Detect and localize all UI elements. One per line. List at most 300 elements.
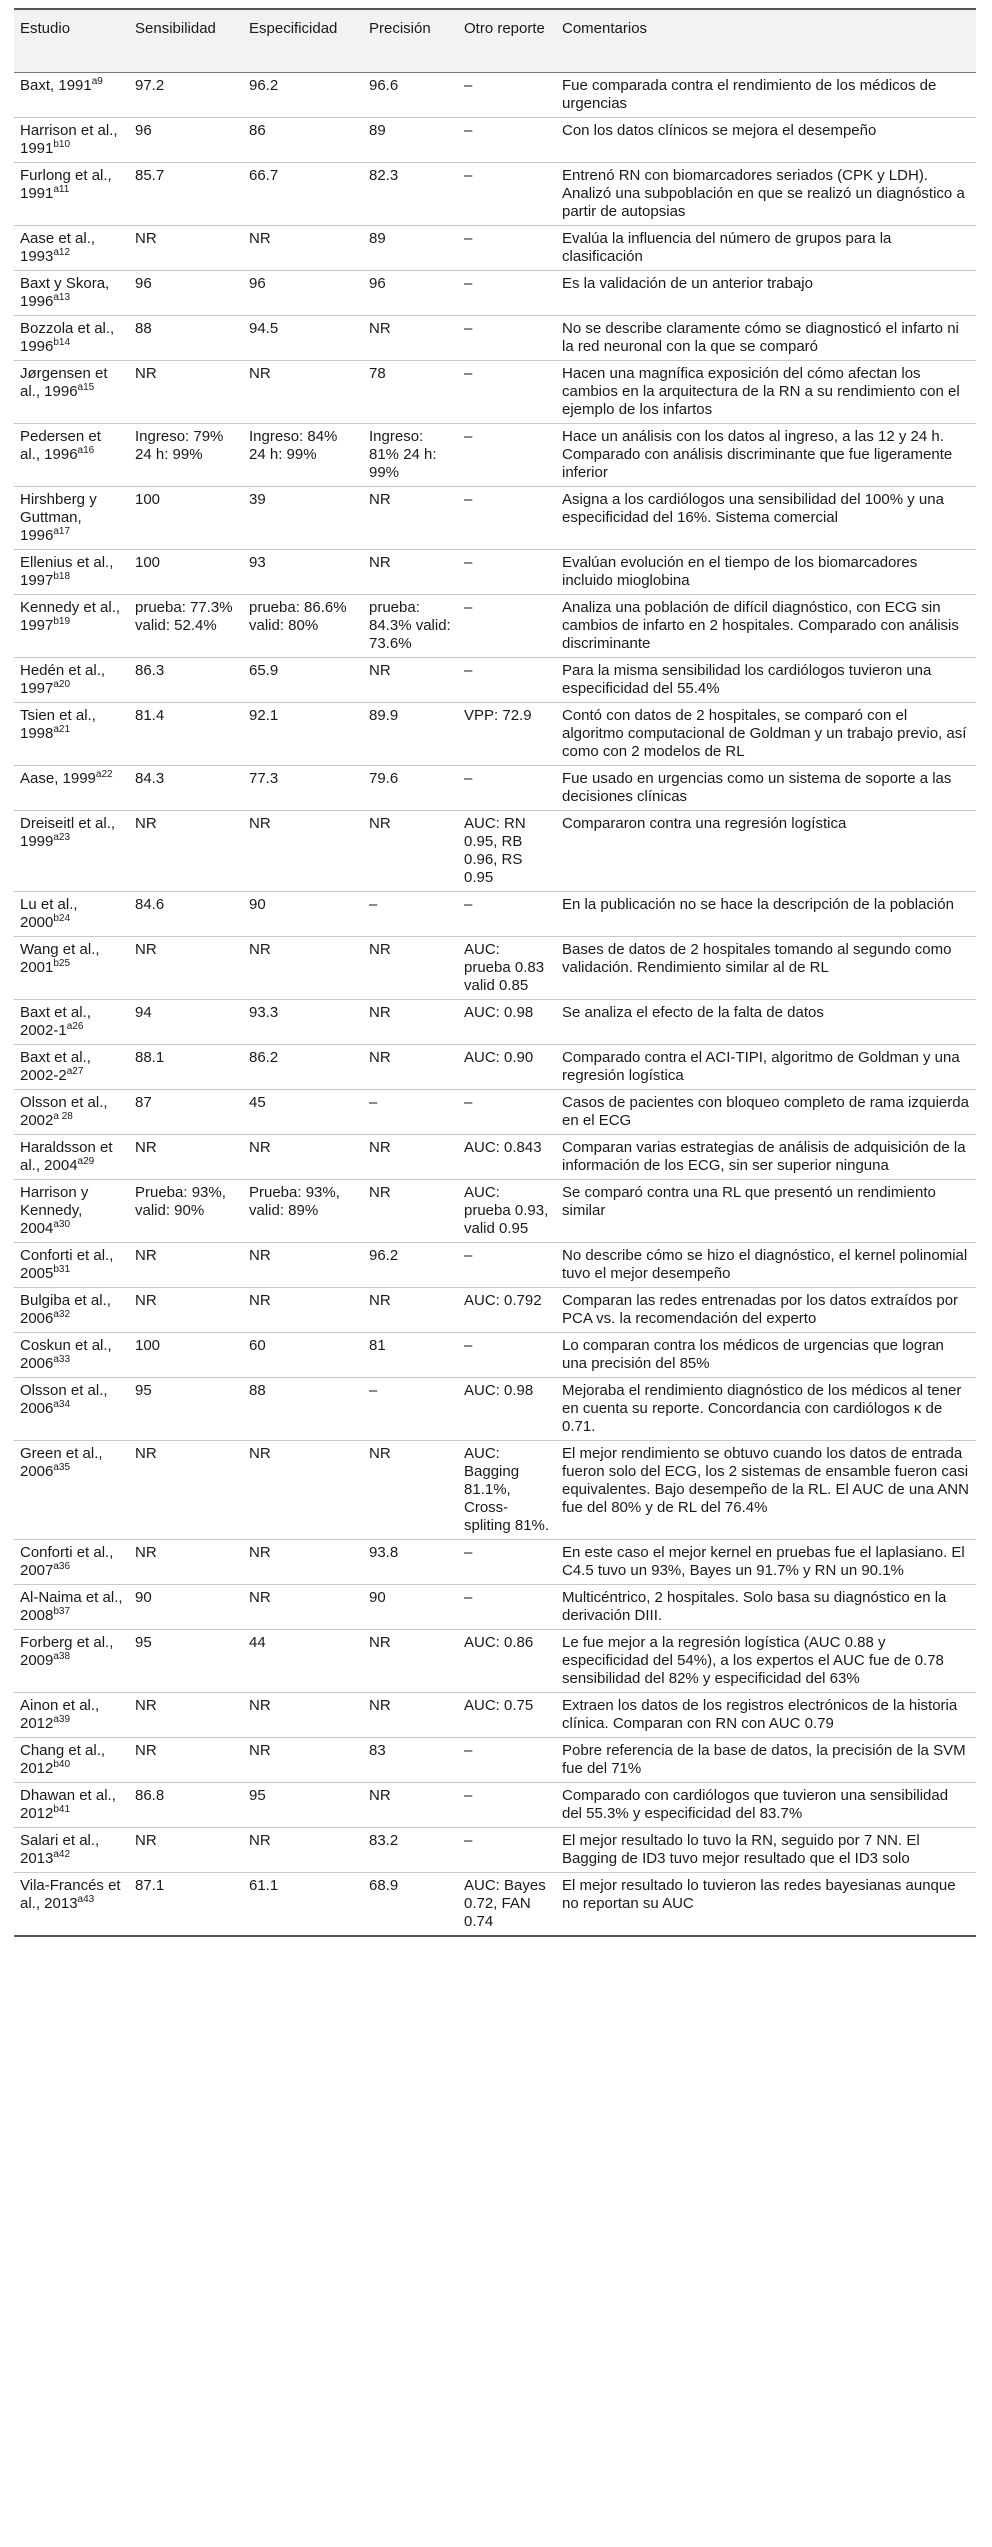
cell-precision: NR bbox=[363, 1630, 458, 1693]
cell-otro-reporte: – bbox=[458, 163, 556, 226]
cell-comentarios: Entrenó RN con biomarcadores seriados (CPK y LDH). Analizó una subpoblación en que se realizó un diagnóstico a partir de autopsias bbox=[556, 163, 976, 226]
cell-sensibilidad: 97.2 bbox=[129, 73, 243, 118]
table-row bbox=[14, 892, 976, 937]
cell-comentarios: Comparan las redes entrenadas por los datos extraídos por PCA vs. la recomendación del experto bbox=[556, 1288, 976, 1333]
study-name: Tsien et al., 1998 bbox=[20, 707, 96, 742]
cell-especificidad: NR bbox=[243, 1288, 363, 1333]
cell-comentarios: Compararon contra una regresión logística bbox=[556, 811, 976, 892]
cell-especificidad: 65.9 bbox=[243, 658, 363, 703]
cell-comentarios: Le fue mejor a la regresión logística (AUC 0.88 y especificidad del 54%), a los expertos el AUC fue de 0.78 sensibilidad del 82% y especificidad del 63% bbox=[556, 1630, 976, 1693]
cell-especificidad: NR bbox=[243, 1828, 363, 1873]
study-name: Kennedy et al., 1997 bbox=[20, 599, 121, 634]
study-reference: a26 bbox=[66, 1021, 84, 1032]
table-row bbox=[14, 703, 976, 766]
cell-precision: Ingreso: 81% 24 h: 99% bbox=[363, 424, 458, 487]
study-reference: b37 bbox=[53, 1606, 71, 1617]
cell-precision: 96.2 bbox=[363, 1243, 458, 1288]
cell-especificidad: 96 bbox=[243, 271, 363, 316]
study-reference: a34 bbox=[53, 1399, 71, 1410]
cell-especificidad: Prueba: 93%, valid: 89% bbox=[243, 1180, 363, 1243]
cell-sensibilidad: 96 bbox=[129, 271, 243, 316]
study-name: Salari et al., 2013 bbox=[20, 1832, 100, 1867]
study-name: Baxt y Skora, 1996 bbox=[20, 275, 110, 310]
cell-especificidad: 66.7 bbox=[243, 163, 363, 226]
cell-especificidad: NR bbox=[243, 1738, 363, 1783]
cell-estudio bbox=[14, 1585, 129, 1630]
cell-comentarios: Contó con datos de 2 hospitales, se comparó con el algoritmo computacional de Goldman y un trabajo previo, así como con 2 modelos de RL bbox=[556, 703, 976, 766]
cell-estudio bbox=[14, 892, 129, 937]
cell-precision: 81 bbox=[363, 1333, 458, 1378]
table-row bbox=[14, 1333, 976, 1378]
cell-otro-reporte: – bbox=[458, 424, 556, 487]
header-comentarios: Comentarios bbox=[556, 9, 976, 73]
table-row bbox=[14, 487, 976, 550]
cell-precision: NR bbox=[363, 811, 458, 892]
cell-estudio bbox=[14, 226, 129, 271]
cell-precision: 79.6 bbox=[363, 766, 458, 811]
cell-especificidad: NR bbox=[243, 1135, 363, 1180]
study-name: Furlong et al., 1991 bbox=[20, 167, 112, 202]
study-name: Jørgensen et al., 1996 bbox=[20, 365, 108, 400]
header-precision: Precisión bbox=[363, 9, 458, 73]
cell-precision: 89.9 bbox=[363, 703, 458, 766]
cell-estudio bbox=[14, 1828, 129, 1873]
study-name: Hirshberg y Guttman, 1996 bbox=[20, 491, 97, 544]
cell-comentarios: El mejor resultado lo tuvo la RN, seguido por 7 NN. El Bagging de ID3 tuvo mejor resultado que el ID3 solo bbox=[556, 1828, 976, 1873]
study-name: Bulgiba et al., 2006 bbox=[20, 1292, 111, 1327]
cell-estudio bbox=[14, 1135, 129, 1180]
cell-estudio bbox=[14, 1333, 129, 1378]
cell-otro-reporte: – bbox=[458, 271, 556, 316]
study-reference: a 28 bbox=[53, 1111, 73, 1122]
cell-comentarios: Comparado con cardiólogos que tuvieron una sensibilidad del 55.3% y especificidad del 83.7% bbox=[556, 1783, 976, 1828]
cell-sensibilidad: 96 bbox=[129, 118, 243, 163]
cell-especificidad: NR bbox=[243, 1540, 363, 1585]
table-row bbox=[14, 595, 976, 658]
cell-otro-reporte: – bbox=[458, 766, 556, 811]
study-name: Vila-Francés et al., 2013 bbox=[20, 1877, 121, 1912]
study-reference: a22 bbox=[95, 769, 113, 780]
study-reference: a16 bbox=[77, 445, 95, 456]
cell-estudio bbox=[14, 424, 129, 487]
cell-precision: NR bbox=[363, 1783, 458, 1828]
cell-especificidad: 92.1 bbox=[243, 703, 363, 766]
study-name: Haraldsson et al., 2004 bbox=[20, 1139, 113, 1174]
cell-especificidad: 86.2 bbox=[243, 1045, 363, 1090]
cell-comentarios: Evalúan evolución en el tiempo de los biomarcadores incluido mioglobina bbox=[556, 550, 976, 595]
cell-comentarios: Casos de pacientes con bloqueo completo de rama izquierda en el ECG bbox=[556, 1090, 976, 1135]
cell-otro-reporte: – bbox=[458, 361, 556, 424]
study-name: Dhawan et al., 2012 bbox=[20, 1787, 116, 1822]
cell-comentarios: Pobre referencia de la base de datos, la precisión de la SVM fue del 71% bbox=[556, 1738, 976, 1783]
results-table-container bbox=[14, 8, 976, 1937]
cell-comentarios: El mejor resultado lo tuvieron las redes bayesianas aunque no reportan su AUC bbox=[556, 1873, 976, 1937]
cell-comentarios: Hace un análisis con los datos al ingreso, a las 12 y 24 h. Comparado con análisis discriminante que fue ligeramente inferior bbox=[556, 424, 976, 487]
cell-precision: NR bbox=[363, 1693, 458, 1738]
cell-sensibilidad: NR bbox=[129, 226, 243, 271]
study-name: Forberg et al., 2009 bbox=[20, 1634, 114, 1669]
cell-sensibilidad: NR bbox=[129, 811, 243, 892]
study-reference: b24 bbox=[53, 913, 71, 924]
cell-precision: 90 bbox=[363, 1585, 458, 1630]
cell-especificidad: 93.3 bbox=[243, 1000, 363, 1045]
cell-estudio bbox=[14, 550, 129, 595]
study-reference: a42 bbox=[53, 1849, 71, 1860]
cell-otro-reporte: – bbox=[458, 316, 556, 361]
study-reference: a27 bbox=[66, 1066, 84, 1077]
study-reference: b41 bbox=[53, 1804, 71, 1815]
cell-precision: 96.6 bbox=[363, 73, 458, 118]
cell-otro-reporte: AUC: 0.90 bbox=[458, 1045, 556, 1090]
cell-especificidad: NR bbox=[243, 1693, 363, 1738]
cell-sensibilidad: 100 bbox=[129, 487, 243, 550]
table-row bbox=[14, 163, 976, 226]
cell-estudio bbox=[14, 361, 129, 424]
table-row bbox=[14, 811, 976, 892]
cell-estudio bbox=[14, 1441, 129, 1540]
cell-precision: 83 bbox=[363, 1738, 458, 1783]
cell-especificidad: 96.2 bbox=[243, 73, 363, 118]
study-reference: b18 bbox=[53, 571, 71, 582]
cell-sensibilidad: 84.6 bbox=[129, 892, 243, 937]
cell-precision: NR bbox=[363, 1045, 458, 1090]
study-name: Ellenius et al., 1997 bbox=[20, 554, 114, 589]
table-row bbox=[14, 316, 976, 361]
cell-precision: 82.3 bbox=[363, 163, 458, 226]
cell-sensibilidad: NR bbox=[129, 1441, 243, 1540]
cell-otro-reporte: – bbox=[458, 1585, 556, 1630]
study-name: Coskun et al., 2006 bbox=[20, 1337, 112, 1372]
cell-sensibilidad: NR bbox=[129, 361, 243, 424]
cell-estudio bbox=[14, 163, 129, 226]
cell-precision: NR bbox=[363, 1135, 458, 1180]
cell-otro-reporte: AUC: 0.843 bbox=[458, 1135, 556, 1180]
cell-sensibilidad: NR bbox=[129, 1828, 243, 1873]
cell-especificidad: 95 bbox=[243, 1783, 363, 1828]
cell-otro-reporte: – bbox=[458, 1540, 556, 1585]
results-table bbox=[14, 8, 976, 1937]
cell-precision: NR bbox=[363, 316, 458, 361]
table-row bbox=[14, 424, 976, 487]
cell-comentarios: Fue usado en urgencias como un sistema de soporte a las decisiones clínicas bbox=[556, 766, 976, 811]
cell-sensibilidad: 95 bbox=[129, 1630, 243, 1693]
cell-otro-reporte: – bbox=[458, 1738, 556, 1783]
cell-precision: – bbox=[363, 1090, 458, 1135]
cell-otro-reporte: – bbox=[458, 595, 556, 658]
cell-sensibilidad: 86.3 bbox=[129, 658, 243, 703]
study-reference: a13 bbox=[53, 292, 71, 303]
table-row bbox=[14, 271, 976, 316]
cell-estudio bbox=[14, 1243, 129, 1288]
study-name: Green et al., 2006 bbox=[20, 1445, 103, 1480]
cell-especificidad: 93 bbox=[243, 550, 363, 595]
study-reference: a29 bbox=[77, 1156, 95, 1167]
cell-estudio bbox=[14, 1090, 129, 1135]
cell-comentarios: No describe cómo se hizo el diagnóstico, el kernel polinomial tuvo el mejor desempeño bbox=[556, 1243, 976, 1288]
cell-especificidad: 86 bbox=[243, 118, 363, 163]
cell-otro-reporte: – bbox=[458, 550, 556, 595]
cell-comentarios: Lo comparan contra los médicos de urgencias que logran una precisión del 85% bbox=[556, 1333, 976, 1378]
study-name: Pedersen et al., 1996 bbox=[20, 428, 101, 463]
table-row bbox=[14, 1180, 976, 1243]
table-row bbox=[14, 937, 976, 1000]
cell-comentarios: Bases de datos de 2 hospitales tomando al segundo como validación. Rendimiento similar al de RL bbox=[556, 937, 976, 1000]
cell-especificidad: 90 bbox=[243, 892, 363, 937]
study-name: Olsson et al., 2006 bbox=[20, 1382, 108, 1417]
cell-comentarios: Fue comparada contra el rendimiento de los médicos de urgencias bbox=[556, 73, 976, 118]
cell-especificidad: 77.3 bbox=[243, 766, 363, 811]
cell-precision: 89 bbox=[363, 226, 458, 271]
cell-comentarios: Comparan varias estrategias de análisis de adquisición de la información de los ECG, sin ser superior ninguna bbox=[556, 1135, 976, 1180]
cell-especificidad: NR bbox=[243, 361, 363, 424]
cell-comentarios: El mejor rendimiento se obtuvo cuando los datos de entrada fueron solo del ECG, los 2 sistemas de ensamble fueron casi equivalentes. Bajo desempeño de la RL. El AUC de una ANN fue del 80% y de RL del 76.4% bbox=[556, 1441, 976, 1540]
table-row bbox=[14, 550, 976, 595]
cell-comentarios: Es la validación de un anterior trabajo bbox=[556, 271, 976, 316]
cell-comentarios: Comparado contra el ACI-TIPI, algoritmo de Goldman y una regresión logística bbox=[556, 1045, 976, 1090]
study-name: Conforti et al., 2007 bbox=[20, 1544, 114, 1579]
study-name: Aase et al., 1993 bbox=[20, 230, 96, 265]
cell-especificidad: 39 bbox=[243, 487, 363, 550]
cell-otro-reporte: – bbox=[458, 487, 556, 550]
cell-estudio bbox=[14, 316, 129, 361]
study-reference: a32 bbox=[53, 1309, 71, 1320]
cell-precision: NR bbox=[363, 1441, 458, 1540]
study-reference: a21 bbox=[53, 724, 71, 735]
cell-comentarios: No se describe claramente cómo se diagnosticó el infarto ni la red neuronal con la que se comparó bbox=[556, 316, 976, 361]
cell-estudio bbox=[14, 811, 129, 892]
cell-estudio bbox=[14, 937, 129, 1000]
cell-especificidad: 45 bbox=[243, 1090, 363, 1135]
cell-estudio bbox=[14, 1045, 129, 1090]
cell-estudio bbox=[14, 1000, 129, 1045]
cell-comentarios: Mejoraba el rendimiento diagnóstico de los médicos al tener en cuenta su reporte. Concordancia con cardiólogos κ de 0.71. bbox=[556, 1378, 976, 1441]
table-row bbox=[14, 1000, 976, 1045]
cell-comentarios: Analiza una población de difícil diagnóstico, con ECG sin cambios de infarto en 2 hospitales. Comparado con análisis discriminante bbox=[556, 595, 976, 658]
cell-comentarios: En la publicación no se hace la descripción de la población bbox=[556, 892, 976, 937]
table-body bbox=[14, 73, 976, 1937]
cell-comentarios: Hacen una magnífica exposición del cómo afectan los cambios en la arquitectura de la RN a su rendimiento con el ejemplo de los infartos bbox=[556, 361, 976, 424]
cell-otro-reporte: AUC: prueba 0.83 valid 0.85 bbox=[458, 937, 556, 1000]
cell-otro-reporte: AUC: RN 0.95, RB 0.96, RS 0.95 bbox=[458, 811, 556, 892]
header-row bbox=[14, 9, 976, 73]
cell-especificidad: Ingreso: 84% 24 h: 99% bbox=[243, 424, 363, 487]
cell-comentarios: Asigna a los cardiólogos una sensibilidad del 100% y una especificidad del 16%. Sistema comercial bbox=[556, 487, 976, 550]
cell-estudio bbox=[14, 1738, 129, 1783]
cell-precision: 89 bbox=[363, 118, 458, 163]
header-otro-reporte: Otro reporte bbox=[458, 9, 556, 73]
cell-precision: 93.8 bbox=[363, 1540, 458, 1585]
table-row bbox=[14, 1045, 976, 1090]
cell-otro-reporte: AUC: 0.86 bbox=[458, 1630, 556, 1693]
cell-especificidad: 44 bbox=[243, 1630, 363, 1693]
study-reference: a12 bbox=[53, 247, 71, 258]
cell-otro-reporte: AUC: 0.98 bbox=[458, 1000, 556, 1045]
cell-sensibilidad: NR bbox=[129, 937, 243, 1000]
cell-precision: NR bbox=[363, 1000, 458, 1045]
study-name: Chang et al., 2012 bbox=[20, 1742, 106, 1777]
cell-comentarios: Se comparó contra una RL que presentó un rendimiento similar bbox=[556, 1180, 976, 1243]
cell-estudio bbox=[14, 118, 129, 163]
study-reference: a43 bbox=[77, 1894, 95, 1905]
cell-sensibilidad: NR bbox=[129, 1540, 243, 1585]
cell-especificidad: NR bbox=[243, 937, 363, 1000]
study-name: Wang et al., 2001 bbox=[20, 941, 100, 976]
cell-estudio bbox=[14, 1378, 129, 1441]
table-row bbox=[14, 73, 976, 118]
cell-estudio bbox=[14, 595, 129, 658]
study-name: Baxt et al., 2002-2 bbox=[20, 1049, 91, 1084]
cell-sensibilidad: NR bbox=[129, 1135, 243, 1180]
study-name: Conforti et al., 2005 bbox=[20, 1247, 114, 1282]
cell-sensibilidad: 81.4 bbox=[129, 703, 243, 766]
cell-otro-reporte: – bbox=[458, 226, 556, 271]
cell-sensibilidad: 100 bbox=[129, 1333, 243, 1378]
study-reference: a36 bbox=[53, 1561, 71, 1572]
cell-estudio bbox=[14, 766, 129, 811]
cell-sensibilidad: NR bbox=[129, 1693, 243, 1738]
table-row bbox=[14, 1828, 976, 1873]
table-row bbox=[14, 1243, 976, 1288]
cell-especificidad: 61.1 bbox=[243, 1873, 363, 1937]
cell-estudio bbox=[14, 703, 129, 766]
cell-sensibilidad: NR bbox=[129, 1243, 243, 1288]
cell-especificidad: NR bbox=[243, 1243, 363, 1288]
header-sensibilidad: Sensibilidad bbox=[129, 9, 243, 73]
cell-precision: prueba: 84.3% valid: 73.6% bbox=[363, 595, 458, 658]
cell-precision: NR bbox=[363, 658, 458, 703]
cell-sensibilidad: NR bbox=[129, 1738, 243, 1783]
cell-sensibilidad: 94 bbox=[129, 1000, 243, 1045]
cell-otro-reporte: – bbox=[458, 892, 556, 937]
cell-comentarios: Para la misma sensibilidad los cardiólogos tuvieron una especificidad del 55.4% bbox=[556, 658, 976, 703]
study-reference: b19 bbox=[53, 616, 71, 627]
table-row bbox=[14, 1288, 976, 1333]
cell-estudio bbox=[14, 271, 129, 316]
cell-otro-reporte: AUC: Bayes 0.72, FAN 0.74 bbox=[458, 1873, 556, 1937]
study-reference: a38 bbox=[53, 1651, 71, 1662]
cell-especificidad: NR bbox=[243, 811, 363, 892]
cell-estudio bbox=[14, 1873, 129, 1937]
header-especificidad: Especificidad bbox=[243, 9, 363, 73]
study-reference: a35 bbox=[53, 1462, 71, 1473]
cell-sensibilidad: 88.1 bbox=[129, 1045, 243, 1090]
table-row bbox=[14, 1873, 976, 1937]
cell-estudio bbox=[14, 658, 129, 703]
study-name: Dreiseitl et al., 1999 bbox=[20, 815, 116, 850]
table-row bbox=[14, 1441, 976, 1540]
table-row bbox=[14, 1378, 976, 1441]
study-name: Lu et al., 2000 bbox=[20, 896, 78, 931]
cell-comentarios: Extraen los datos de los registros electrónicos de la historia clínica. Comparan con RN con AUC 0.79 bbox=[556, 1693, 976, 1738]
study-reference: a33 bbox=[53, 1354, 71, 1365]
cell-estudio bbox=[14, 1783, 129, 1828]
cell-sensibilidad: 95 bbox=[129, 1378, 243, 1441]
cell-precision: 68.9 bbox=[363, 1873, 458, 1937]
study-reference: a9 bbox=[91, 76, 103, 87]
cell-sensibilidad: 87 bbox=[129, 1090, 243, 1135]
cell-precision: NR bbox=[363, 1180, 458, 1243]
study-name: Harrison et al., 1991 bbox=[20, 122, 118, 157]
cell-otro-reporte: AUC: 0.792 bbox=[458, 1288, 556, 1333]
table-row bbox=[14, 1585, 976, 1630]
study-name: Ainon et al., 2012 bbox=[20, 1697, 100, 1732]
study-name: Olsson et al., 2002 bbox=[20, 1094, 108, 1129]
cell-comentarios: Multicéntrico, 2 hospitales. Solo basa su diagnóstico en la derivación DIII. bbox=[556, 1585, 976, 1630]
study-reference: a20 bbox=[53, 679, 71, 690]
study-name: Baxt, 1991 bbox=[20, 77, 92, 94]
cell-precision: 83.2 bbox=[363, 1828, 458, 1873]
table-row bbox=[14, 1693, 976, 1738]
cell-sensibilidad: NR bbox=[129, 1288, 243, 1333]
cell-precision: – bbox=[363, 1378, 458, 1441]
table-row bbox=[14, 1540, 976, 1585]
table-row bbox=[14, 766, 976, 811]
study-name: Harrison y Kennedy, 2004 bbox=[20, 1184, 89, 1237]
study-reference: a39 bbox=[53, 1714, 71, 1725]
cell-otro-reporte: – bbox=[458, 1783, 556, 1828]
cell-otro-reporte: – bbox=[458, 1828, 556, 1873]
header-estudio: Estudio bbox=[14, 9, 129, 73]
table-row bbox=[14, 1738, 976, 1783]
cell-estudio bbox=[14, 1630, 129, 1693]
cell-otro-reporte: – bbox=[458, 1333, 556, 1378]
cell-otro-reporte: VPP: 72.9 bbox=[458, 703, 556, 766]
table-row bbox=[14, 226, 976, 271]
study-reference: b40 bbox=[53, 1759, 71, 1770]
cell-comentarios: Se analiza el efecto de la falta de datos bbox=[556, 1000, 976, 1045]
cell-otro-reporte: AUC: 0.75 bbox=[458, 1693, 556, 1738]
table-row bbox=[14, 1090, 976, 1135]
cell-otro-reporte: – bbox=[458, 118, 556, 163]
cell-precision: NR bbox=[363, 550, 458, 595]
table-row bbox=[14, 1135, 976, 1180]
cell-otro-reporte: AUC: prueba 0.93, valid 0.95 bbox=[458, 1180, 556, 1243]
table-row bbox=[14, 118, 976, 163]
cell-especificidad: 60 bbox=[243, 1333, 363, 1378]
cell-especificidad: 94.5 bbox=[243, 316, 363, 361]
cell-precision: 96 bbox=[363, 271, 458, 316]
cell-especificidad: 88 bbox=[243, 1378, 363, 1441]
cell-precision: NR bbox=[363, 937, 458, 1000]
cell-precision: NR bbox=[363, 487, 458, 550]
cell-sensibilidad: 87.1 bbox=[129, 1873, 243, 1937]
study-name: Baxt et al., 2002-1 bbox=[20, 1004, 91, 1039]
cell-sensibilidad: 100 bbox=[129, 550, 243, 595]
table-row bbox=[14, 1783, 976, 1828]
cell-sensibilidad: prueba: 77.3% valid: 52.4% bbox=[129, 595, 243, 658]
study-name: Bozzola et al., 1996 bbox=[20, 320, 115, 355]
cell-otro-reporte: – bbox=[458, 73, 556, 118]
cell-especificidad: NR bbox=[243, 226, 363, 271]
cell-otro-reporte: – bbox=[458, 658, 556, 703]
study-reference: a17 bbox=[53, 526, 71, 537]
cell-otro-reporte: AUC: 0.98 bbox=[458, 1378, 556, 1441]
cell-estudio bbox=[14, 487, 129, 550]
table-row bbox=[14, 1630, 976, 1693]
cell-otro-reporte: AUC: Bagging 81.1%, Cross-spliting 81%. bbox=[458, 1441, 556, 1540]
study-name: Al-Naima et al., 2008 bbox=[20, 1589, 123, 1624]
study-reference: a30 bbox=[53, 1219, 71, 1230]
cell-estudio bbox=[14, 1288, 129, 1333]
cell-sensibilidad: 88 bbox=[129, 316, 243, 361]
study-reference: a23 bbox=[53, 832, 71, 843]
table-row bbox=[14, 658, 976, 703]
study-reference: b14 bbox=[53, 337, 71, 348]
cell-sensibilidad: Ingreso: 79% 24 h: 99% bbox=[129, 424, 243, 487]
cell-comentarios: En este caso el mejor kernel en pruebas fue el laplasiano. El C4.5 tuvo un 93%, Bayes un 91.7% y RN un 90.1% bbox=[556, 1540, 976, 1585]
cell-estudio bbox=[14, 1693, 129, 1738]
cell-comentarios: Con los datos clínicos se mejora el desempeño bbox=[556, 118, 976, 163]
